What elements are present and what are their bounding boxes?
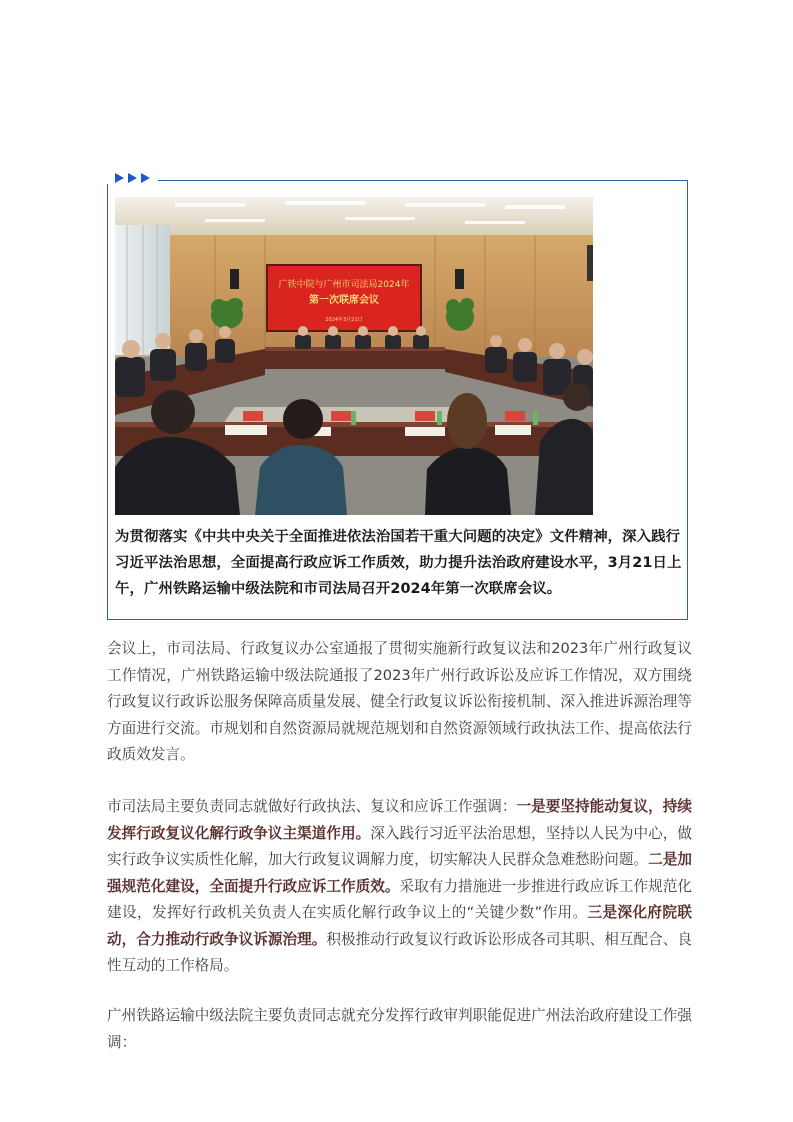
paragraph-meeting-summary: 会议上，市司法局、行政复议办公室通报了贯彻实施新行政复议法和2023年广州行政复议工作情况，广州铁路运输中级法院通报了2023年广州行政诉讼及应诉工作情况，双方围绕行政复议行政诉讼服务保障高质量发展、健全行政复议诉讼衔接机制、深入推进诉源治理等方面进行交流。市规划和自然资源局就规范规划和自然资源领域行政执法工作、提高依法行政质效发言。 [107, 640, 692, 763]
meeting-photo [115, 197, 593, 515]
arrow-icon [115, 173, 124, 183]
screen-date: 2024年3月21日 [325, 317, 363, 323]
point-2-text: 采取有力措施进一步推进行政应诉工作规范化建设，发挥好行政机关负责人在实质化解行政争议上的“关键少数”作用。 [107, 877, 692, 921]
screen-title-line1: 广铁中院与广州市司法局2024年 [278, 280, 410, 290]
paragraph-court-remarks: 广州铁路运输中级法院主要负责同志就充分发挥行政审判职能促进广州法治政府建设工作强调： [107, 1007, 692, 1051]
arrow-icon [128, 173, 137, 183]
remarks-intro: 市司法局主要负责同志就做好行政执法、复议和应诉工作强调： [107, 798, 517, 815]
caption-text: 为贯彻落实《中共中央关于全面推进依法治国若干重大问题的决定》文件精神，深入践行习近平法治思想，全面提高行政应诉工作质效，助力提升法治政府建设水平，3月21日上午， [115, 529, 682, 597]
paragraph-justice-bureau-remarks [107, 794, 692, 980]
highlight-point-2: 二是加强规范化建设，全面提升行政应诉工作质效。 [107, 851, 692, 895]
highlight-point-1: 一是要坚持能动复议，持续发挥行政复议化解行政争议主渠道作用。 [107, 798, 692, 842]
decorative-arrows [115, 173, 150, 183]
point-3-text: 积极推动行政复议行政诉讼形成各司其职、相互配合、良性互动的工作格局。 [107, 930, 692, 974]
photo-caption [115, 524, 683, 602]
screen-title-line2: 第一次联席会议 [309, 295, 379, 306]
arrow-icon [141, 173, 150, 183]
caption-bold-text: 广州铁路运输中级法院和市司法局召开2024年第一次联席会议。 [143, 581, 562, 597]
highlight-point-3: 三是深化府院联动，合力推动行政争议诉源治理。 [107, 904, 692, 948]
point-1-text: 深入践行习近平法治思想，坚持以人民为中心，做实行政争议实质性化解，加大行政复议调解力度，切实解决人民群众急难愁盼问题。 [107, 824, 692, 868]
